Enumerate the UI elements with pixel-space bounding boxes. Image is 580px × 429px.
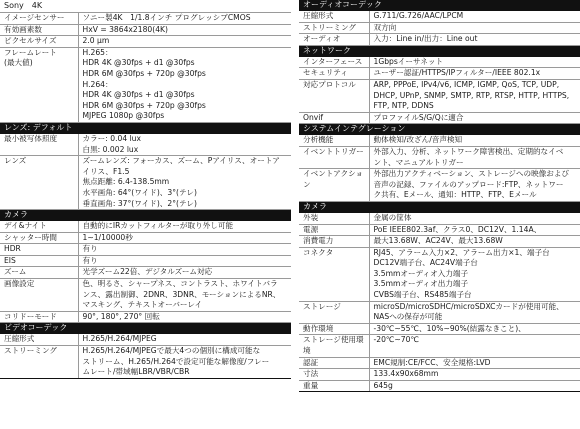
spec-value-line: -20℃~70℃ [373, 335, 419, 345]
spec-value [78, 24, 291, 36]
spec-row [299, 335, 580, 357]
spec-row [0, 13, 291, 25]
section-header-row [299, 45, 580, 56]
spec-row [299, 357, 580, 369]
spec-value-line: EMC規制:CE/FCC、安全規格:LVD [373, 357, 491, 367]
spec-row [299, 169, 580, 202]
spec-value-line: ストリーム、H.265/H.264で設定可能な解像度/フレー [82, 356, 270, 366]
spec-value-line: HDR 6M @30fps + 720p @30fps [82, 100, 206, 110]
spec-value-line: NASへの保存が可能 [373, 312, 443, 322]
spec-value-line: ムレート/帯域幅LBR/VBR/CBR [82, 367, 190, 377]
spec-value-line: 3.5mmオーディオ出力端子 [373, 279, 469, 289]
spec-value-line: H.264： [82, 79, 113, 89]
spec-label: Onvif [299, 112, 369, 124]
spec-value-line: 双方向 [373, 22, 397, 32]
spec-value-line: 有り [82, 255, 98, 265]
spec-label: 分析機能 [299, 135, 369, 147]
spec-value [369, 68, 580, 80]
spec-value [369, 357, 580, 369]
spec-label: 圧縮形式 [0, 334, 78, 346]
spec-value-line: H.265： [82, 47, 113, 57]
spec-value-line: ズームレンズ: フォーカス、ズーム、Pアイリス、オートア [82, 156, 280, 166]
spec-value-line: 外部出力アクティベーション、ストレージへの映像および [373, 169, 570, 179]
spec-value-line: microSD/microSDHC/microSDXCカードが使用可能、 [373, 301, 564, 311]
spec-label: 認証 [299, 357, 369, 369]
spec-row [299, 135, 580, 147]
spec-value-line: 白黒: 0.002 lux [82, 144, 139, 154]
spec-value-line: HDR 4K @30fps + d1 @30fps [82, 90, 195, 100]
spec-value-line: 1Gbpsイーサネット [373, 56, 444, 66]
spec-row [0, 24, 291, 36]
spec-value-line: HxV = 3864x2180(4K) [82, 24, 168, 34]
spec-value [78, 47, 291, 122]
spec-value-line: プロファイルS/G/Qに適合 [373, 112, 464, 122]
spec-label: 寸法 [299, 369, 369, 381]
spec-value-line: 90°, 180°, 270° 回転 [82, 311, 160, 321]
spec-label: イベントトリガー [299, 146, 369, 168]
spec-row [0, 279, 291, 312]
spec-value [369, 56, 580, 68]
section-header-row [299, 124, 580, 135]
spec-value [369, 247, 580, 301]
spec-row [0, 36, 291, 48]
section-header: オーディオコーデック [299, 0, 580, 11]
section-header: カメラ [299, 201, 580, 212]
spec-label: イメージセンサー [0, 13, 78, 25]
section-header: ビデオコーデック [0, 323, 291, 334]
spec-value [369, 169, 580, 202]
spec-value-line: 有り [82, 244, 98, 254]
spec-label: 有効画素数 [0, 24, 78, 36]
spec-value-line: 1~1/10000秒 [82, 232, 133, 242]
spec-row [0, 255, 291, 267]
spec-value-line: 最大13.68W、AC24V、最大13.68W [373, 236, 503, 246]
spec-row [299, 22, 580, 34]
spec-value-line: ユーザー認証/HTTPS/IPフィルター/IEEE 802.1x [373, 68, 541, 78]
spec-value-line: 外部入力、分析、ネットワーク障害検出、定期的なイベ [373, 146, 564, 156]
spec-label: ストレージ [299, 301, 369, 323]
spec-value [369, 11, 580, 23]
spec-value [369, 146, 580, 168]
spec-value [78, 13, 291, 25]
spec-value-line: DC12V端子台、AC24V端子台 [373, 258, 478, 268]
spec-value [78, 346, 291, 379]
spec-row [0, 156, 291, 210]
spec-value-line: 焦点距離: 6.4-138.5mm [82, 177, 170, 187]
spec-row [299, 301, 580, 323]
spec-value-line: HDR 6M @30fps + 720p @30fps [82, 68, 206, 78]
spec-value-line: FTP, NTP, DDNS [373, 101, 434, 111]
spec-row [299, 112, 580, 124]
spec-value-line: RJ45、アラーム入力×2、アラーム出力×1、端子台 [373, 247, 550, 257]
spec-value-line: 2.0 μm [82, 36, 110, 46]
spec-value [78, 279, 291, 312]
spec-value-line: 垂直画角: 37°(ワイド)、2°(テレ) [82, 198, 197, 208]
spec-value-line: カラー: 0.04 lux [82, 133, 141, 143]
spec-value-line: H.265/H.264/MJPEG [82, 334, 157, 344]
model-title: Sony 4K [0, 0, 291, 13]
spec-value [78, 221, 291, 233]
spec-value [369, 22, 580, 34]
spec-row [299, 34, 580, 46]
spec-row [0, 133, 291, 155]
spec-row [299, 146, 580, 168]
spec-label: デイ&ナイト [0, 221, 78, 233]
spec-value-line: G.711/G.726/AAC/LPCM [373, 11, 464, 20]
left-spec-table [0, 0, 291, 379]
spec-row [299, 68, 580, 80]
spec-value-line: H.265/H.264/MJPEGで最大4つの個別に構成可能な [82, 346, 261, 356]
spec-row [0, 244, 291, 256]
spec-value-line: 3.5mmオーディオ入力端子 [373, 268, 469, 278]
spec-value-line: ARP, PPPoE, IPv4/v6, ICMP, IGMP, QoS, TCP, UDP, [373, 79, 560, 89]
spec-value-line: 自動的にIRカットフィルターが取り外し可能 [82, 221, 234, 231]
spec-value-line: 動体検知/改ざん/音声検知 [373, 135, 463, 145]
spec-label: 重量 [299, 380, 369, 392]
spec-row [299, 236, 580, 248]
spec-value-line: 金属の筐体 [373, 212, 412, 222]
spec-label: 電源 [299, 224, 369, 236]
spec-label: シャッター時間 [0, 232, 78, 244]
spec-value-line: 入力：Line in/出力：Line out [373, 34, 478, 44]
section-header-row [0, 210, 291, 221]
spec-value [369, 236, 580, 248]
spec-row [299, 11, 580, 23]
spec-label: 外装 [299, 212, 369, 224]
spec-label: ストリーミング [0, 346, 78, 379]
spec-value-line: 音声の記録、ファイルのアップロード:FTP、ネットワー [373, 179, 564, 189]
spec-row [0, 267, 291, 279]
spec-value-line: ソニー製4K 1/1.8インチ プログレッシブCMOS [82, 13, 251, 22]
spec-value [78, 334, 291, 346]
spec-value-line: イリス、F1.5 [82, 166, 130, 176]
spec-value-line: MJPEG 1080p @30fps [82, 111, 165, 121]
section-header-row [0, 323, 291, 334]
spec-label: ズーム [0, 267, 78, 279]
spec-row [299, 247, 580, 301]
spec-label: インターフェース [299, 56, 369, 68]
spec-label: EIS [0, 255, 78, 267]
spec-label: セキュリティ [299, 68, 369, 80]
spec-label: オーディオ [299, 34, 369, 46]
spec-value-line: 光学ズーム22倍、デジタルズーム対応 [82, 267, 213, 277]
model-title-row [0, 0, 291, 13]
spec-row [299, 380, 580, 392]
spec-value-line: -30℃~55℃、10%~90%(結露なきこと)、 [373, 323, 526, 333]
spec-label: 動作環境 [299, 323, 369, 335]
spec-value [369, 135, 580, 147]
right-spec-table [299, 0, 580, 392]
spec-label: 圧縮形式 [299, 11, 369, 23]
spec-value [78, 232, 291, 244]
spec-row [299, 212, 580, 224]
left-spec-column [0, 0, 291, 379]
spec-row [0, 311, 291, 323]
spec-value [369, 112, 580, 124]
spec-value [369, 301, 580, 323]
section-header-row [299, 0, 580, 11]
spec-row [299, 79, 580, 112]
spec-row [0, 221, 291, 233]
spec-label: HDR [0, 244, 78, 256]
spec-label-line: フレームレート [4, 47, 57, 57]
spec-label-line: (最大値) [4, 58, 33, 68]
spec-row [0, 232, 291, 244]
spec-value-line: CVBS端子台、RS485端子台 [373, 290, 472, 300]
spec-label: コリドーモード [0, 311, 78, 323]
spec-value [369, 323, 580, 335]
spec-label: ピクセルサイズ [0, 36, 78, 48]
spec-label [0, 47, 78, 122]
spec-value [78, 311, 291, 323]
spec-value-line: DHCP, UPnP, SNMP, SMTP, RTP, RTSP, HTTP, HTTPS, [373, 90, 570, 100]
spec-value [78, 156, 291, 210]
spec-value [78, 267, 291, 279]
section-header-row [0, 122, 291, 133]
section-header: レンズ: デフォルト [0, 122, 291, 133]
spec-value [78, 133, 291, 155]
section-header: ネットワーク [299, 45, 580, 56]
section-header-row [299, 201, 580, 212]
spec-value [78, 244, 291, 256]
spec-value-line: 133.4x90x68mm [373, 369, 439, 379]
spec-value [369, 380, 580, 392]
spec-value [369, 34, 580, 46]
spec-value [369, 369, 580, 381]
spec-label: コネクタ [299, 247, 369, 301]
section-header: システムインテグレーション [299, 124, 580, 135]
spec-row [0, 47, 291, 122]
spec-value [369, 335, 580, 357]
spec-value [369, 224, 580, 236]
spec-label: ストリーミング [299, 22, 369, 34]
spec-row [299, 56, 580, 68]
spec-value-line: 645g [373, 380, 393, 390]
spec-row [299, 369, 580, 381]
spec-label: 最小被写体照度 [0, 133, 78, 155]
spec-row [0, 346, 291, 379]
spec-label: 対応プロトコル [299, 79, 369, 112]
spec-value-line: 色、明るさ、シャープネス、コントラスト、ホワイトバラ [82, 279, 278, 289]
spec-label: ストレージ使用環境 [299, 335, 369, 357]
spec-value-line: ク共有、Eメール、通知：HTTP、FTP、Eメール [373, 190, 537, 200]
spec-value-line: HDR 4K @30fps + d1 @30fps [82, 58, 195, 68]
spec-value-line: PoE IEEE802.3af、クラス0、DC12V、1.14A、 [373, 224, 542, 234]
spec-label: 消費電力 [299, 236, 369, 248]
spec-row [299, 323, 580, 335]
spec-value [369, 79, 580, 112]
right-spec-column [299, 0, 580, 392]
spec-value [78, 36, 291, 48]
spec-value-line: ント、マニュアルトリガー [373, 157, 464, 167]
spec-row [0, 334, 291, 346]
spec-label: イベントアクション [299, 169, 369, 202]
spec-row [299, 224, 580, 236]
spec-value-line: 水平画角: 64°(ワイド)、3°(テレ) [82, 187, 197, 197]
spec-value-line: ンス、露出制御、2DNR、3DNR、モーションによるNR、 [82, 289, 281, 299]
section-header: カメラ [0, 210, 291, 221]
spec-value-line: マスキング、テキストオーバーレイ [82, 300, 203, 310]
spec-label: レンズ [0, 156, 78, 210]
spec-value [78, 255, 291, 267]
spec-value [369, 212, 580, 224]
spec-label: 画像設定 [0, 279, 78, 312]
